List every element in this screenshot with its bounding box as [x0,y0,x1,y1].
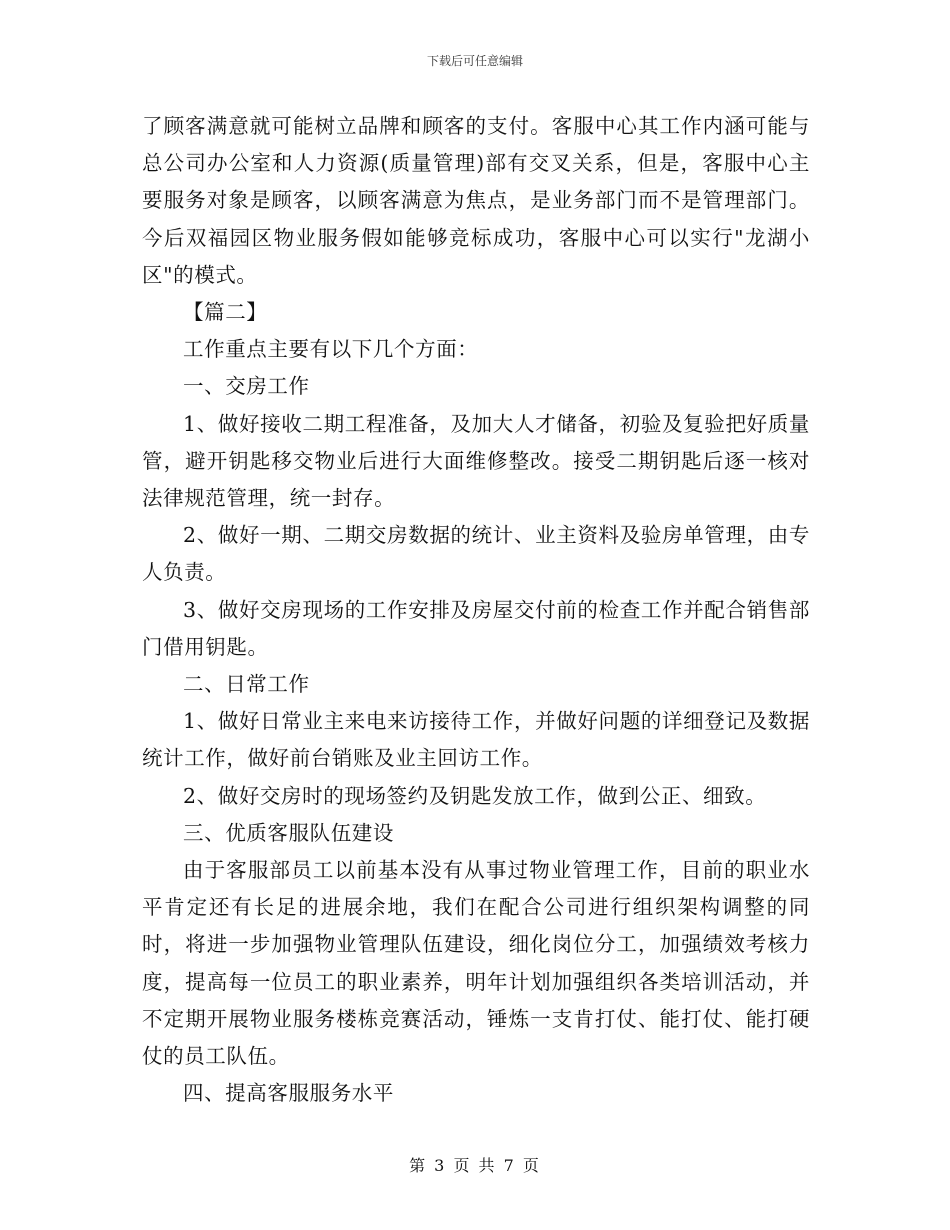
page-header [0,52,950,69]
paragraph: 了顾客满意就可能树立品牌和顾客的支付。客服中心其工作内涵可能与总公司办公室和人力资源(质量管理)部有交叉关系，但是，客服中心主要服务对象是顾客，以顾客满意为焦点，是业务部门而不是管理部门。今后双福园区物业服务假如能够竞标成功，客服中心可以实行"龙湖小区"的模式。 [142,114,810,287]
paragraph: 工作重点主要有以下几个方面： [183,337,479,362]
footer-prefix: 第 [409,1156,428,1175]
footer-middle: 页 共 [453,1156,497,1175]
document-body [142,108,810,1112]
section-title-part-two: 【篇二】 [183,300,268,325]
paragraph: 由于客服部员工以前基本没有从事过物业管理工作，目前的职业水平肯定还有长足的进展余地，我们在配合公司进行组织架构调整的同时，将进一步加强物业管理队伍建设，细化岗位分工，加强绩效考核力度，提高每一位员工的职业素养，明年计划加强组织各类培训活动，并不定期开展物业服务楼栋竞赛活动，锤炼一支肯打仗、能打仗、能打硬仗的员工队伍。 [142,858,810,1069]
section-heading: 四、提高客服服务水平 [183,1081,394,1106]
current-page-number: 3 [434,1156,447,1175]
paragraph: 1、做好接收二期工程准备，及加大人才储备，初验及复验把好质量管，避开钥匙移交物业后进行大面维修整改。接受二期钥匙后逐一核对法律规范管理，统一封存。 [142,411,810,511]
section-heading: 一、交房工作 [183,374,310,399]
paragraph: 2、做好一期、二期交房数据的统计、业主资料及验房单管理，由专人负责。 [142,523,810,585]
section-heading: 二、日常工作 [183,672,310,697]
footer-suffix: 页 [522,1156,541,1175]
paragraph: 3、做好交房现场的工作安排及房屋交付前的检查工作并配合销售部门借用钥匙。 [142,597,810,659]
header-note: 下载后可任意编辑 [426,54,523,68]
section-heading: 三、优质客服队伍建设 [183,820,394,845]
total-page-count: 7 [503,1156,516,1175]
page-footer [0,1153,950,1176]
paragraph: 2、做好交房时的现场签约及钥匙发放工作，做到公正、细致。 [183,783,767,808]
paragraph: 1、做好日常业主来电来访接待工作，并做好问题的详细登记及数据统计工作，做好前台销账及业主回访工作。 [142,709,810,771]
